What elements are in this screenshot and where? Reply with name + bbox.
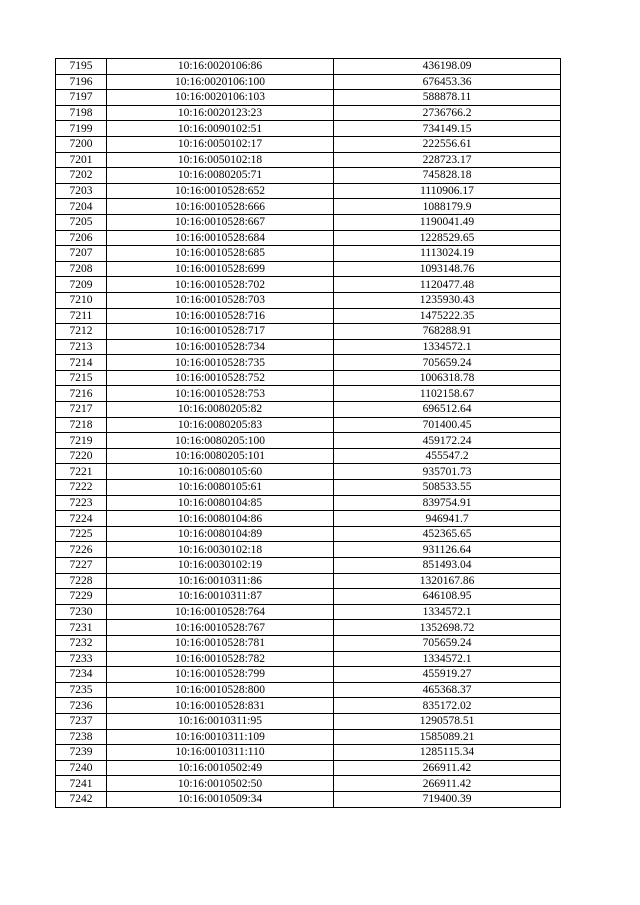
row-number-cell: 7229 (56, 589, 107, 605)
table-row (56, 635, 561, 651)
cadastral-number-cell: 10:16:0010528:667 (107, 214, 334, 230)
row-number-cell: 7213 (56, 339, 107, 355)
row-number-cell: 7227 (56, 558, 107, 574)
table-row (56, 589, 561, 605)
value-cell: 696512.64 (334, 402, 561, 418)
value-cell: 228723.17 (334, 152, 561, 168)
row-number-cell: 7205 (56, 214, 107, 230)
value-cell: 1120477.48 (334, 277, 561, 293)
value-cell: 705659.24 (334, 355, 561, 371)
cadastral-number-cell: 10:16:0020106:103 (107, 90, 334, 106)
row-number-cell: 7209 (56, 277, 107, 293)
value-cell: 1102158.67 (334, 386, 561, 402)
value-cell: 455547.2 (334, 448, 561, 464)
row-number-cell: 7223 (56, 495, 107, 511)
row-number-cell: 7215 (56, 370, 107, 386)
cadastral-number-cell: 10:16:0090102:51 (107, 121, 334, 137)
value-cell: 436198.09 (334, 59, 561, 75)
row-number-cell: 7237 (56, 713, 107, 729)
table-row (56, 277, 561, 293)
value-cell: 452365.65 (334, 526, 561, 542)
row-number-cell: 7241 (56, 776, 107, 792)
row-number-cell: 7206 (56, 230, 107, 246)
row-number-cell: 7200 (56, 136, 107, 152)
table-row (56, 105, 561, 121)
value-cell: 1006318.78 (334, 370, 561, 386)
table-row (56, 74, 561, 90)
value-cell: 1285115.34 (334, 745, 561, 761)
table-row (56, 308, 561, 324)
row-number-cell: 7234 (56, 667, 107, 683)
table-row (56, 355, 561, 371)
table-row (56, 402, 561, 418)
cadastral-number-cell: 10:16:0080205:101 (107, 448, 334, 464)
cadastral-number-cell: 10:16:0010528:717 (107, 324, 334, 340)
value-cell: 835172.02 (334, 698, 561, 714)
row-number-cell: 7202 (56, 168, 107, 184)
cadastral-number-cell: 10:16:0020106:100 (107, 74, 334, 90)
cadastral-number-cell: 10:16:0010528:753 (107, 386, 334, 402)
cadastral-number-cell: 10:16:0080205:83 (107, 417, 334, 433)
table-row (56, 558, 561, 574)
cadastral-number-cell: 10:16:0010528:781 (107, 635, 334, 651)
cadastral-number-cell: 10:16:0080205:82 (107, 402, 334, 418)
cadastral-number-cell: 10:16:0010311:87 (107, 589, 334, 605)
table-row (56, 168, 561, 184)
cadastral-number-cell: 10:16:0010502:49 (107, 760, 334, 776)
row-number-cell: 7238 (56, 729, 107, 745)
value-cell: 1475222.35 (334, 308, 561, 324)
row-number-cell: 7214 (56, 355, 107, 371)
value-cell: 734149.15 (334, 121, 561, 137)
cadastral-number-cell: 10:16:0050102:18 (107, 152, 334, 168)
row-number-cell: 7239 (56, 745, 107, 761)
cadastral-number-cell: 10:16:0080205:100 (107, 433, 334, 449)
row-number-cell: 7242 (56, 791, 107, 807)
table-row (56, 433, 561, 449)
cadastral-number-cell: 10:16:0010528:752 (107, 370, 334, 386)
cadastral-number-cell: 10:16:0010311:86 (107, 573, 334, 589)
cadastral-number-cell: 10:16:0010528:831 (107, 698, 334, 714)
row-number-cell: 7240 (56, 760, 107, 776)
table-row (56, 324, 561, 340)
row-number-cell: 7220 (56, 448, 107, 464)
row-number-cell: 7201 (56, 152, 107, 168)
row-number-cell: 7221 (56, 464, 107, 480)
table-row (56, 121, 561, 137)
cadastral-number-cell: 10:16:0010528:764 (107, 604, 334, 620)
cadastral-number-cell: 10:16:0010528:799 (107, 667, 334, 683)
row-number-cell: 7210 (56, 292, 107, 308)
value-cell: 1088179.9 (334, 199, 561, 215)
table-row (56, 417, 561, 433)
cadastral-number-cell: 10:16:0010528:716 (107, 308, 334, 324)
value-cell: 646108.95 (334, 589, 561, 605)
table-row (56, 651, 561, 667)
value-cell: 1093148.76 (334, 261, 561, 277)
table-row (56, 464, 561, 480)
table-row (56, 136, 561, 152)
value-cell: 465368.37 (334, 682, 561, 698)
cadastral-number-cell: 10:16:0030102:18 (107, 542, 334, 558)
table-row (56, 511, 561, 527)
table-row (56, 59, 561, 75)
row-number-cell: 7204 (56, 199, 107, 215)
cadastral-number-cell: 10:16:0010528:702 (107, 277, 334, 293)
value-cell: 1110906.17 (334, 183, 561, 199)
cadastral-number-cell: 10:16:0010528:767 (107, 620, 334, 636)
cadastral-number-cell: 10:16:0020123:23 (107, 105, 334, 121)
value-cell: 676453.36 (334, 74, 561, 90)
value-cell: 1228529.65 (334, 230, 561, 246)
row-number-cell: 7232 (56, 635, 107, 651)
value-cell: 1290578.51 (334, 713, 561, 729)
row-number-cell: 7208 (56, 261, 107, 277)
table-row (56, 682, 561, 698)
value-cell: 222556.61 (334, 136, 561, 152)
table-row (56, 448, 561, 464)
cadastral-number-cell: 10:16:0080104:85 (107, 495, 334, 511)
value-cell: 266911.42 (334, 776, 561, 792)
row-number-cell: 7196 (56, 74, 107, 90)
value-cell: 768288.91 (334, 324, 561, 340)
cadastral-number-cell: 10:16:0010502:50 (107, 776, 334, 792)
table-row (56, 791, 561, 807)
row-number-cell: 7235 (56, 682, 107, 698)
value-cell: 459172.24 (334, 433, 561, 449)
table-row (56, 199, 561, 215)
table-row (56, 292, 561, 308)
table-row (56, 713, 561, 729)
table-row (56, 339, 561, 355)
value-cell: 946941.7 (334, 511, 561, 527)
cadastral-number-cell: 10:16:0010528:703 (107, 292, 334, 308)
value-cell: 851493.04 (334, 558, 561, 574)
value-cell: 839754.91 (334, 495, 561, 511)
table-row (56, 214, 561, 230)
table-row (56, 370, 561, 386)
table-row (56, 698, 561, 714)
cadastral-number-cell: 10:16:0010528:684 (107, 230, 334, 246)
cadastral-number-cell: 10:16:0010528:652 (107, 183, 334, 199)
row-number-cell: 7230 (56, 604, 107, 620)
value-cell: 705659.24 (334, 635, 561, 651)
cadastral-number-cell: 10:16:0010311:95 (107, 713, 334, 729)
row-number-cell: 7236 (56, 698, 107, 714)
row-number-cell: 7207 (56, 246, 107, 262)
table-row (56, 745, 561, 761)
row-number-cell: 7203 (56, 183, 107, 199)
value-cell: 2736766.2 (334, 105, 561, 121)
table-body (56, 59, 561, 808)
table-row (56, 776, 561, 792)
row-number-cell: 7216 (56, 386, 107, 402)
table-row (56, 386, 561, 402)
row-number-cell: 7224 (56, 511, 107, 527)
cadastral-number-cell: 10:16:0010311:110 (107, 745, 334, 761)
value-cell: 508533.55 (334, 480, 561, 496)
table-row (56, 729, 561, 745)
cadastral-number-cell: 10:16:0010311:109 (107, 729, 334, 745)
table-row (56, 573, 561, 589)
row-number-cell: 7231 (56, 620, 107, 636)
row-number-cell: 7225 (56, 526, 107, 542)
value-cell: 1334572.1 (334, 651, 561, 667)
table-row (56, 620, 561, 636)
value-cell: 701400.45 (334, 417, 561, 433)
cadastral-number-cell: 10:16:0010528:685 (107, 246, 334, 262)
value-cell: 745828.18 (334, 168, 561, 184)
row-number-cell: 7219 (56, 433, 107, 449)
row-number-cell: 7228 (56, 573, 107, 589)
cadastral-number-cell: 10:16:0080105:61 (107, 480, 334, 496)
table-row (56, 760, 561, 776)
cadastral-number-cell: 10:16:0010528:734 (107, 339, 334, 355)
cadastral-number-cell: 10:16:0010528:666 (107, 199, 334, 215)
cadastral-number-cell: 10:16:0080104:89 (107, 526, 334, 542)
cadastral-number-cell: 10:16:0080105:60 (107, 464, 334, 480)
table-row (56, 526, 561, 542)
table-row (56, 604, 561, 620)
row-number-cell: 7212 (56, 324, 107, 340)
value-cell: 931126.64 (334, 542, 561, 558)
value-cell: 935701.73 (334, 464, 561, 480)
row-number-cell: 7217 (56, 402, 107, 418)
cadastral-number-cell: 10:16:0010528:735 (107, 355, 334, 371)
value-cell: 1190041.49 (334, 214, 561, 230)
value-cell: 1585089.21 (334, 729, 561, 745)
value-cell: 1334572.1 (334, 339, 561, 355)
cadastral-number-cell: 10:16:0010528:782 (107, 651, 334, 667)
table-row (56, 667, 561, 683)
value-cell: 719400.39 (334, 791, 561, 807)
cadastral-number-cell: 10:16:0030102:19 (107, 558, 334, 574)
value-cell: 1352698.72 (334, 620, 561, 636)
table-row (56, 495, 561, 511)
table-row (56, 90, 561, 106)
table-row (56, 183, 561, 199)
cadastral-number-cell: 10:16:0020106:86 (107, 59, 334, 75)
cadastral-number-cell: 10:16:0050102:17 (107, 136, 334, 152)
table-row (56, 542, 561, 558)
value-cell: 266911.42 (334, 760, 561, 776)
data-table (55, 58, 561, 808)
value-cell: 1235930.43 (334, 292, 561, 308)
row-number-cell: 7198 (56, 105, 107, 121)
row-number-cell: 7226 (56, 542, 107, 558)
value-cell: 1334572.1 (334, 604, 561, 620)
table-row (56, 480, 561, 496)
cadastral-number-cell: 10:16:0010509:34 (107, 791, 334, 807)
value-cell: 455919.27 (334, 667, 561, 683)
cadastral-number-cell: 10:16:0080104:86 (107, 511, 334, 527)
value-cell: 588878.11 (334, 90, 561, 106)
row-number-cell: 7197 (56, 90, 107, 106)
row-number-cell: 7218 (56, 417, 107, 433)
row-number-cell: 7199 (56, 121, 107, 137)
cadastral-number-cell: 10:16:0010528:800 (107, 682, 334, 698)
table-row (56, 152, 561, 168)
cadastral-number-cell: 10:16:0080205:71 (107, 168, 334, 184)
row-number-cell: 7233 (56, 651, 107, 667)
table-row (56, 246, 561, 262)
cadastral-number-cell: 10:16:0010528:699 (107, 261, 334, 277)
table-row (56, 230, 561, 246)
value-cell: 1113024.19 (334, 246, 561, 262)
row-number-cell: 7211 (56, 308, 107, 324)
row-number-cell: 7195 (56, 59, 107, 75)
table-row (56, 261, 561, 277)
value-cell: 1320167.86 (334, 573, 561, 589)
row-number-cell: 7222 (56, 480, 107, 496)
